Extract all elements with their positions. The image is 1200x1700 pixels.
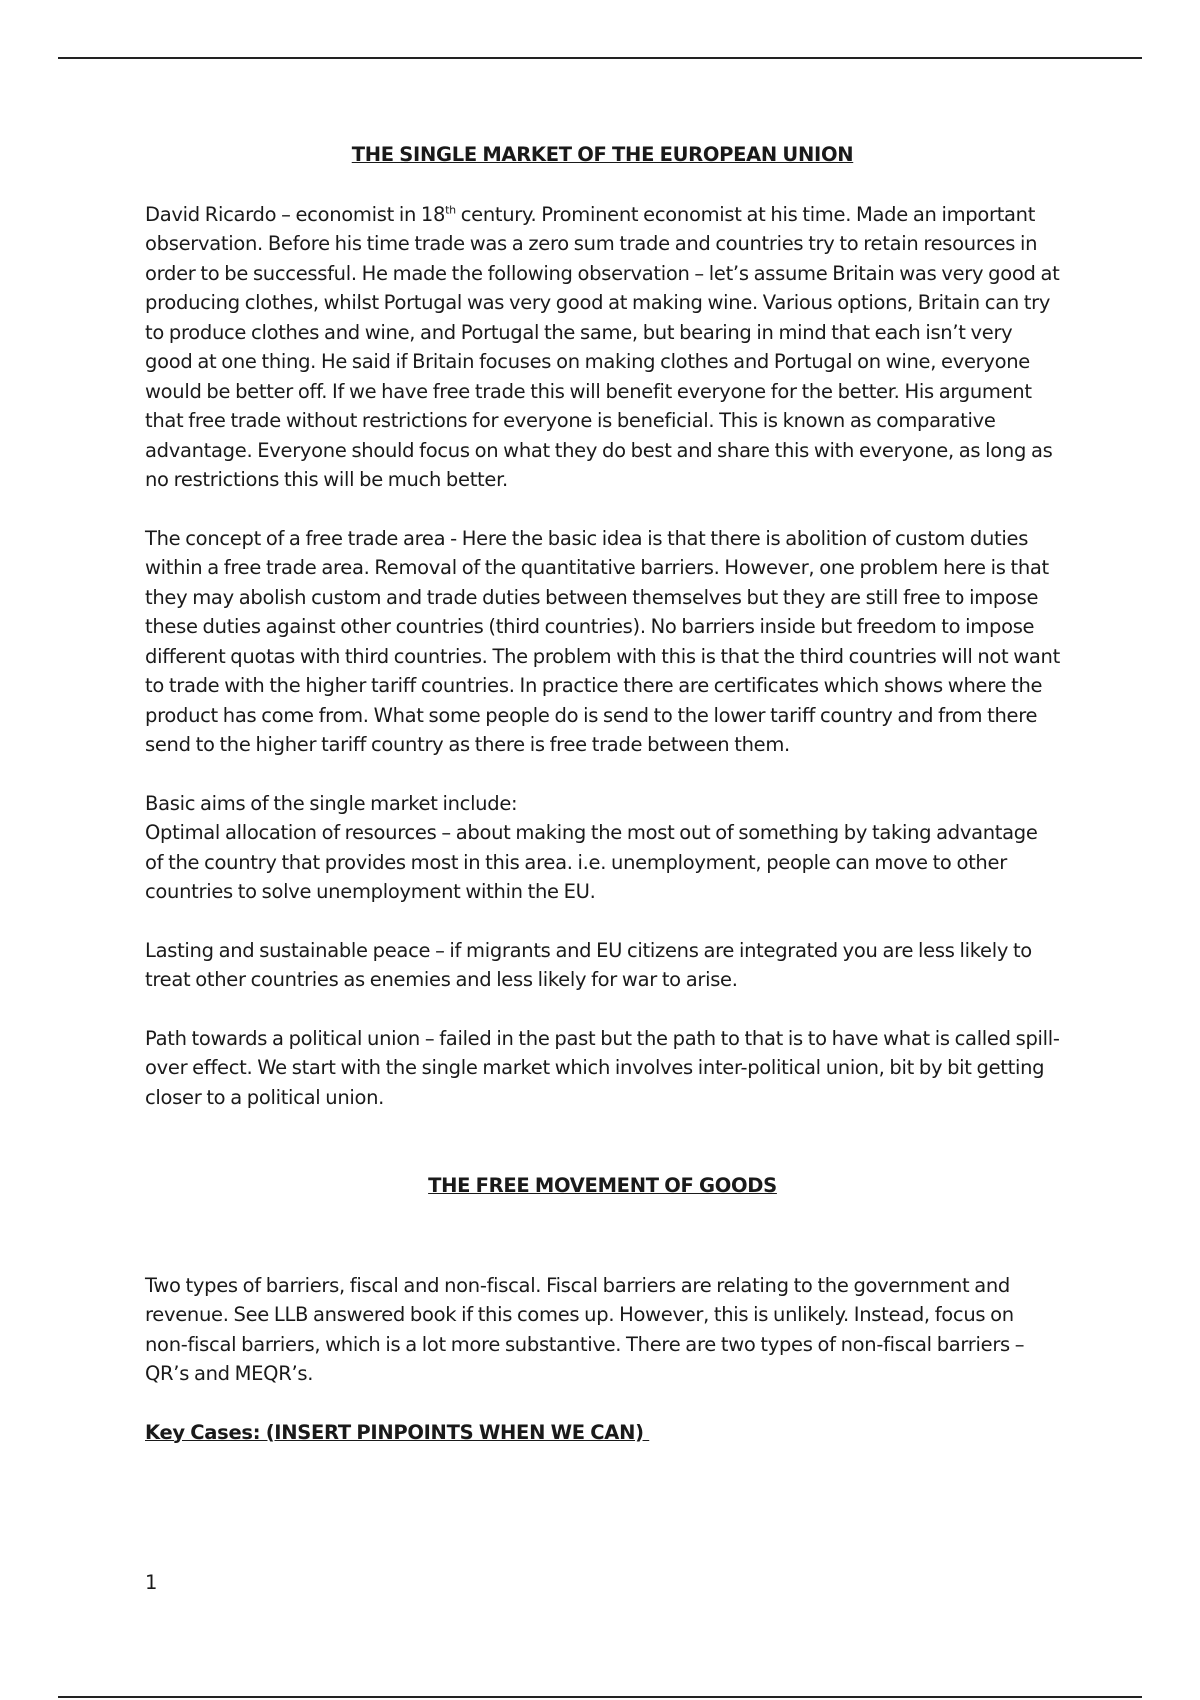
section-heading-single-market: THE SINGLE MARKET OF THE EUROPEAN UNION xyxy=(351,143,854,166)
paragraph-ricardo-rest: century. Prominent economist at his time. Made an important observation. Before his time trade was a zero sum trade and countries try to retain resources in order to be successful. He made the following observation – let’s assume Britain was very good at producing clothes, whilst Portugal was very good at making wine. Various options, Britain can try to produce clothes and wine, and Portugal the same, but bearing in mind that each isn’t very good at one thing. He said if Britain focuses on making clothes and Portugal on wine, everyone would be better off. If we have free trade this will benefit everyone for the better. His argument that free trade without restrictions for everyone is beneficial. This is known as comparative advantage. Everyone should focus on what they do best and share this with everyone, as long as no restrictions this will be much better. xyxy=(145,202,1060,491)
paragraph-ricardo-start: David Ricardo – economist in 18 xyxy=(145,202,446,226)
paragraph-optimal-allocation: Optimal allocation of resources – about making the most out of something by taking advantage of the country that provides most in this area. i.e. unemployment, people can move to other countries to solve unemployment within the EU. xyxy=(145,821,1038,903)
ordinal-superscript: th xyxy=(445,203,456,216)
key-cases-heading: Key Cases: (INSERT PINPOINTS WHEN WE CAN) xyxy=(145,1420,650,1444)
paragraph-ricardo xyxy=(145,200,1060,495)
footer-rule xyxy=(58,1696,1142,1698)
paragraph-free-trade-area: The concept of a free trade area - Here the basic idea is that there is abolition of custom duties within a free trade area. Removal of the quantitative barriers. However, one problem here is that they may abolish custom and trade duties between themselves but they are still free to impose these duties against other countries (third countries). No barriers inside but freedom to impose different quotas with third countries. The problem with this is that the third countries will not want to trade with the higher tariff countries. In practice there are certificates which shows where the product has come from. What some people do is send to the lower tariff country and from there send to the higher tariff country as there is free trade between them. xyxy=(145,526,1060,756)
header-rule xyxy=(58,57,1142,59)
paragraph-political-union: Path towards a political union – failed in the past but the path to that is to have what is called spill-over effect. We start with the single market which involves inter-political union, bit by bit getting closer to a political union. xyxy=(145,1026,1060,1109)
paragraph-barriers: Two types of barriers, fiscal and non-fiscal. Fiscal barriers are relating to the government and revenue. See LLB answered book if this comes up. However, this is unlikely. Instead, focus on non-fiscal barriers, which is a lot more substantive. There are two types of non-fiscal barriers – QR’s and MEQR’s. xyxy=(145,1273,1025,1385)
paragraph-lasting-peace: Lasting and sustainable peace – if migrants and EU citizens are integrated you are less likely to treat other countries as enemies and less likely for war to arise. xyxy=(145,938,1032,991)
page-number: 1 xyxy=(145,1571,158,1594)
section-heading-free-movement-goods: THE FREE MOVEMENT OF GOODS xyxy=(428,1174,777,1197)
paragraph-basic-aims-intro: Basic aims of the single market include: xyxy=(145,791,518,815)
document-body xyxy=(145,140,1060,1447)
